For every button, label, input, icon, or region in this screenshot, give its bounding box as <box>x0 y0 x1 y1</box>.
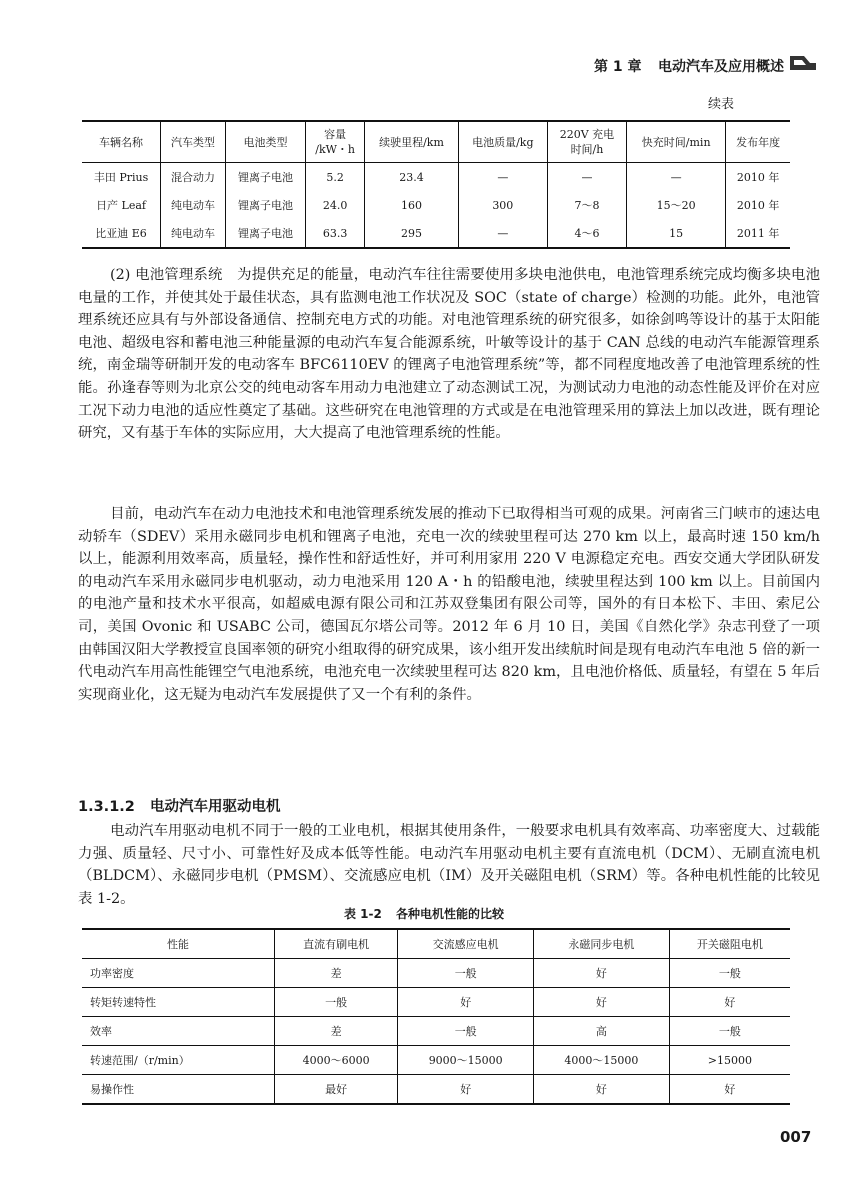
table-cell: 好 <box>534 1075 670 1105</box>
column-header: 汽车类型 <box>161 121 226 163</box>
table-row <box>82 219 790 248</box>
table-cell: 比亚迪 E6 <box>95 227 147 240</box>
paragraph-battery-management <box>78 264 820 445</box>
table-continued-label: 续表 <box>708 97 735 112</box>
table-row <box>82 163 790 192</box>
table-cell: 最好 <box>274 1075 397 1105</box>
table-cell: 一般 <box>398 959 534 988</box>
table-cell: 9000～15000 <box>398 1046 534 1075</box>
table-cell: 转速范围/（r/min） <box>82 1046 274 1075</box>
table-cell: 差 <box>274 959 397 988</box>
chapter-title: 电动汽车及应用概述 <box>658 59 784 75</box>
table-row <box>82 1017 790 1046</box>
table-cell: 好 <box>398 1075 534 1105</box>
table-cell: 差 <box>274 1017 397 1046</box>
table-header-row <box>82 121 790 163</box>
column-header: 交流感应电机 <box>398 929 534 959</box>
table-cell: 转矩转速特性 <box>82 988 274 1017</box>
table-cell: 好 <box>669 988 790 1017</box>
table-row <box>82 191 790 219</box>
table-caption-number: 表 1-2 <box>343 907 382 921</box>
table-cell: — <box>627 163 726 192</box>
table-row <box>82 1075 790 1105</box>
table-header-row <box>82 929 790 959</box>
table-caption-title: 各种电机性能的比较 <box>396 907 505 921</box>
table-cell: 15 <box>627 219 726 248</box>
table-cell: >15000 <box>669 1046 790 1075</box>
table-cell: 2011 年 <box>726 219 790 248</box>
running-header <box>560 52 830 78</box>
table-row <box>82 988 790 1017</box>
table-cell: 4000～15000 <box>534 1046 670 1075</box>
table-cell: 好 <box>669 1075 790 1105</box>
table-cell: 63.3 <box>306 219 365 248</box>
chapter-number: 第 1 章 <box>594 59 642 75</box>
table-cell: 295 <box>365 219 459 248</box>
table-cell: — <box>458 163 547 192</box>
paragraph-current-progress <box>78 503 820 706</box>
table-cell: — <box>547 163 626 192</box>
column-header: 直流有刷电机 <box>274 929 397 959</box>
table-cell: 一般 <box>274 988 397 1017</box>
column-header: 电池类型 <box>226 121 306 163</box>
table-cell: 效率 <box>82 1017 274 1046</box>
column-header: 快充时间/min <box>627 121 726 163</box>
table-cell: 丰田 Prius <box>93 171 149 184</box>
table-cell: 7～8 <box>547 191 626 219</box>
table-row <box>82 1046 790 1075</box>
table-cell: 15～20 <box>627 191 726 219</box>
table-cell: 混合动力 <box>161 163 226 192</box>
table-cell: 2010 年 <box>726 191 790 219</box>
header-corner-mark-icon <box>788 54 818 72</box>
column-header: 开关磁阻电机 <box>669 929 790 959</box>
table-row <box>82 959 790 988</box>
table-cell: 锂离子电池 <box>226 219 306 248</box>
table-cell: 2010 年 <box>726 163 790 192</box>
column-header: 220V 充电 时间/h <box>547 121 626 163</box>
table-cell: — <box>458 219 547 248</box>
column-header: 车辆名称 <box>82 121 161 163</box>
column-header: 永磁同步电机 <box>534 929 670 959</box>
column-header: 容量 /kW・h <box>306 121 365 163</box>
table-cell: 纯电动车 <box>161 219 226 248</box>
table-cell: 24.0 <box>306 191 365 219</box>
paragraph-text: 电动汽车用驱动电机不同于一般的工业电机，根据其使用条件，一般要求电机具有效率高、功率密度大、过载能力强、质量轻、尺寸小、可靠性好及成本低等性能。电动汽车用驱动电机主要有直流电机（DCM）、无刷直流电机（BLDCM）、永磁同步电机（PMSM）、交流感应电机（IM）及开关磁阻电机（SRM）等。各种电机性能的比较见表 1-2。 <box>78 823 820 907</box>
table-cell: 4～6 <box>547 219 626 248</box>
paragraph-drive-motor <box>78 820 820 910</box>
table-cell: 日产 Leaf <box>96 199 147 212</box>
motor-comparison-table <box>82 928 790 1105</box>
table-cell: 一般 <box>669 1017 790 1046</box>
table-cell: 160 <box>365 191 459 219</box>
table-cell: 好 <box>534 988 670 1017</box>
table-cell: 好 <box>398 988 534 1017</box>
paragraph-text: 目前，电动汽车在动力电池技术和电池管理系统发展的推动下已取得相当可观的成果。河南省三门峡市的速达电动轿车（SDEV）采用永磁同步电机和锂离子电池，充电一次的续驶里程可达 270 km 以上，最高时速 150 km/h 以上，能源利用效率高，质量轻，操作性和舒适性好，并可利用家用 220 V 电源稳定充电。西安交通大学团队研发的电动汽车采用永磁同步电机驱动，动力电池采用 120 A・h 的铅酸电池，续驶里程达到 100 km 以上。目前国内的电池产量和技术水平很高，如超威电源有限公司和江苏双登集团有限公司等，国外的有日本松下、丰田、索尼公司，美国 Ovonic 和 USABC 公司，德国瓦尔塔公司等。2012 年 6 月 10 日，美国《自然化学》杂志刊登了一项由韩国汉阳大学教授宣良国率领的研究小组取得的研究成果，该小组开发出续航时间是现有电动汽车电池 5 倍的新一代电动汽车用高性能锂空气电池系统，电池充电一次续驶里程可达 820 km，且电池价格低、质量轻，有望在 5 年后实现商业化，这无疑为电动汽车发展提供了又一个有利的条件。 <box>78 506 820 703</box>
page-number: 007 <box>780 1128 812 1146</box>
table-cell: 300 <box>458 191 547 219</box>
section-number: 1.3.1.2 <box>78 799 135 815</box>
table-cell: 纯电动车 <box>161 191 226 219</box>
table-caption <box>0 905 848 922</box>
table-cell: 功率密度 <box>82 959 274 988</box>
paragraph-text: (2) 电池管理系统 为提供充足的能量，电动汽车往往需要使用多块电池供电，电池管理系统完成均衡多块电池电量的工作，并使其处于最佳状态，具有监测电池工作状况及 SOC（state of charge）检测的功能。此外，电池管理系统还应具有与外部设备通信、控制充电方式的功能。对电池管理系统的研究很多，如徐剑鸣等设计的基于太阳能电池、超级电容和蓄电池三种能量源的电动汽车复合能源系统，叶敏等设计的基于 CAN 总线的电动汽车能源管理系统，南金瑞等研制开发的电动客车 BFC6110EV 的锂离子电池管理系统”等，都不同程度地改善了电池管理系统的性能。孙逢春等则为北京公交的纯电动客车用动力电池建立了动态测试工况，为测试动力电池的动态性能及评价在对应工况下动力电池的适应性奠定了基础。这些研究在电池管理的方式或是在电池管理采用的算法上加以改进，既有理论研究，又有基于车体的实际应用，大大提高了电池管理系统的性能。 <box>78 267 820 442</box>
table-cell: 锂离子电池 <box>226 191 306 219</box>
column-header: 电池质量/kg <box>458 121 547 163</box>
section-title: 电动汽车用驱动电机 <box>149 799 281 815</box>
table-cell: 23.4 <box>365 163 459 192</box>
table-cell: 一般 <box>398 1017 534 1046</box>
column-header: 发布年度 <box>726 121 790 163</box>
table-cell: 4000～6000 <box>274 1046 397 1075</box>
table-cell: 易操作性 <box>82 1075 274 1105</box>
section-heading <box>78 795 280 816</box>
battery-vehicle-table <box>82 120 790 249</box>
table-cell: 一般 <box>669 959 790 988</box>
table-cell: 高 <box>534 1017 670 1046</box>
table-cell: 好 <box>534 959 670 988</box>
column-header: 性能 <box>82 929 274 959</box>
column-header: 续驶里程/km <box>365 121 459 163</box>
table-cell: 锂离子电池 <box>226 163 306 192</box>
table-cell: 5.2 <box>306 163 365 192</box>
